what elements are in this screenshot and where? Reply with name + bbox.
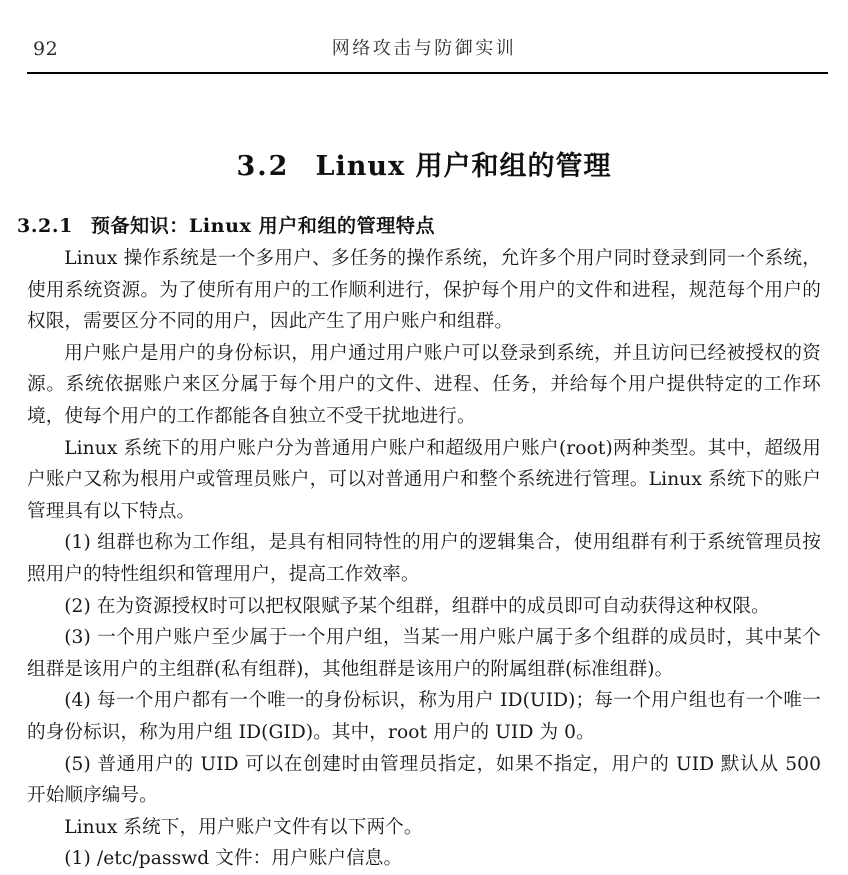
section-number: 3.2 [236,151,290,183]
list-item-paragraph: (2) 在为资源授权时可以把权限赋予某个组群，组群中的成员即可自动获得这种权限。 [64,595,770,617]
list-item-paragraph: (1) 组群也称为工作组，是具有相同特性的用户的逻辑集合，使用组群有利于系统管理员按照用户的特性组织和管理用户，提高工作效率。 [27,532,821,585]
body-text-column [27,243,821,875]
subsection-heading-text: 预备知识：Linux 用户和组的管理特点 [90,214,436,237]
book-title: 网络攻击与防御实训 [331,38,517,59]
list-item-paragraph: (3) 一个用户账户至少属于一个用户组，当某一用户账户属于多个组群的成员时，其中某个组群是该用户的主组群(私有组群)，其他组群是该用户的附属组群(标准组群)。 [27,627,821,680]
subsection-heading [17,212,435,240]
paragraph: Linux 系统下，用户账户文件有以下两个。 [64,816,423,838]
list-item-paragraph: (1) /etc/passwd 文件：用户账户信息。 [64,848,403,870]
section-heading-text: Linux 用户和组的管理 [315,151,612,183]
paragraph: Linux 系统下的用户账户分为普通用户账户和超级用户账户(root)两种类型。其中，超级用户账户又称为根用户或管理员账户，可以对普通用户和整个系统进行管理。Linux 系统下的账户管理具有以下特点。 [27,437,821,522]
page-number: 92 [33,38,59,60]
section-heading [0,149,848,185]
paragraph: 用户账户是用户的身份标识，用户通过用户账户可以登录到系统，并且访问已经被授权的资源。系统依据账户来区分属于每个用户的文件、进程、任务，并给每个用户提供特定的工作环境，使每个用户的工作都能各自独立不受干扰地进行。 [27,342,821,427]
list-item-paragraph: (4) 每一个用户都有一个唯一的身份标识，称为用户 ID(UID)；每一个用户组也有一个唯一的身份标识，称为用户组 ID(GID)。其中，root 用户的 UID 为 0。 [27,690,821,743]
header-divider-rule [27,72,828,74]
list-item-paragraph: (5) 普通用户的 UID 可以在创建时由管理员指定，如果不指定，用户的 UID 默认从 500 开始顺序编号。 [27,753,821,807]
subsection-number: 3.2.1 [17,214,73,237]
paragraph: Linux 操作系统是一个多用户、多任务的操作系统，允许多个用户同时登录到同一个系统，使用系统资源。为了使所有用户的工作顺利进行，保护每个用户的文件和进程，规范每个用户的权限，需要区分不同的用户，因此产生了用户账户和组群。 [27,248,821,333]
running-head [0,36,848,66]
